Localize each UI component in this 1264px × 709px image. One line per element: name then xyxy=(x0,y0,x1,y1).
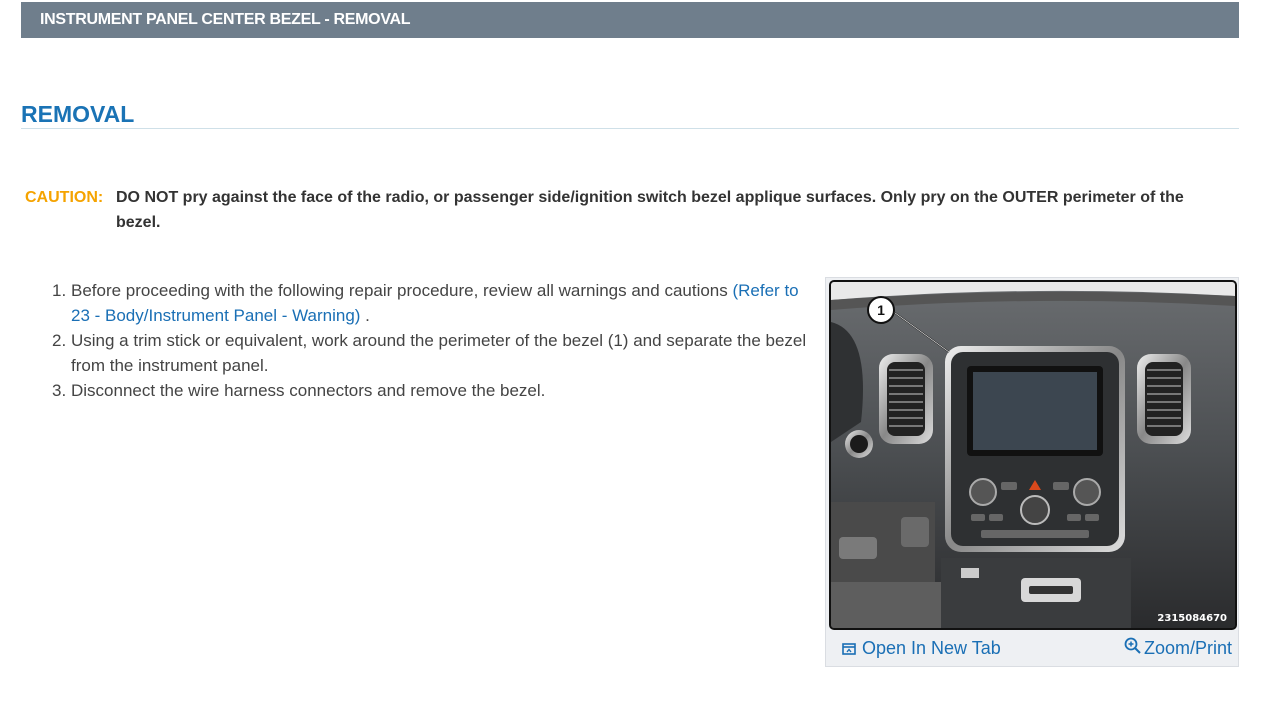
caution-label: CAUTION: xyxy=(25,189,104,206)
caution-text: DO NOT pry against the face of the radio, or passenger side/ignition switch bezel applique surfaces. Only pry on the OUTER perimeter of the bezel. xyxy=(116,189,1184,231)
page-title-bar xyxy=(21,2,1239,38)
step-item xyxy=(52,279,812,328)
step-text: Disconnect the wire harness connectors and remove the bezel. xyxy=(71,381,546,400)
section-heading: REMOVAL xyxy=(21,99,1239,129)
step-item xyxy=(52,329,812,378)
open-in-new-tab-label: Open In New Tab xyxy=(862,638,1001,658)
step-number: 3. xyxy=(52,381,67,400)
figure-actions xyxy=(826,632,1238,666)
step-text: Before proceeding with the following repair procedure, review all warnings and cautions xyxy=(71,281,733,300)
figure-id: 2315084670 xyxy=(1157,613,1227,624)
caution-notice xyxy=(25,185,1225,235)
instrument-panel-illustration xyxy=(831,282,1235,628)
step-text-end: . xyxy=(360,305,370,325)
step-number: 1. xyxy=(52,281,67,300)
open-new-tab-icon xyxy=(842,642,856,656)
zoom-print-button[interactable] xyxy=(1124,638,1232,659)
figure-image[interactable] xyxy=(829,280,1237,630)
procedure-steps xyxy=(52,279,812,405)
zoom-print-label: Zoom/Print xyxy=(1143,638,1232,658)
step-number: 2. xyxy=(52,331,67,350)
reference-link[interactable]: (Refer to 23 - Body/Instrument Panel - Warning) xyxy=(71,281,799,325)
step-text: Using a trim stick or equivalent, work around the perimeter of the bezel (1) and separate the bezel from the instrument panel. xyxy=(71,331,807,375)
figure-panel xyxy=(825,277,1239,667)
step-item xyxy=(52,379,812,404)
page-title: INSTRUMENT PANEL CENTER BEZEL - REMOVAL xyxy=(40,11,411,28)
callout-number: 1 xyxy=(877,302,885,318)
zoom-in-icon xyxy=(1124,637,1142,655)
open-in-new-tab-button[interactable] xyxy=(842,638,1001,659)
